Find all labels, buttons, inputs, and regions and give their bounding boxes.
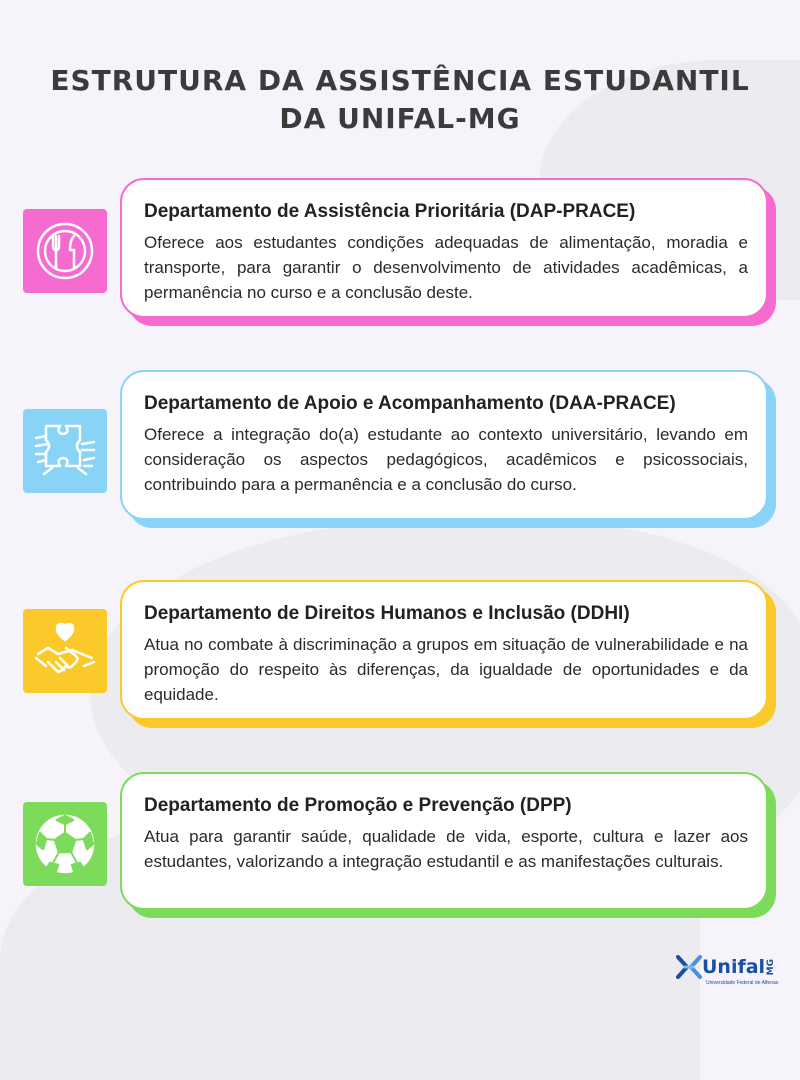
card-dpp	[120, 772, 768, 910]
unifal-logo-mg: MG	[766, 958, 777, 976]
card-dpp-description: Atua para garantir saúde, qualidade de vida, esporte, cultura e lazer aos estudantes, valorizando a integração estudantil e as manifestações culturais.	[144, 827, 748, 871]
card-ddhi	[120, 580, 768, 720]
page-title-line2: DA UNIFAL-MG	[279, 102, 521, 135]
card-ddhi-title: Departamento de Direitos Humanos e Inclusão (DDHI)	[144, 603, 630, 624]
unifal-logo-subtitle: Universidade Federal de Alfenas	[706, 980, 779, 986]
card-dpp-title: Departamento de Promoção e Prevenção (DPP)	[144, 795, 572, 816]
card-daa-title: Departamento de Apoio e Acompanhamento (DAA-PRACE)	[144, 393, 676, 414]
card-daa	[120, 370, 768, 520]
handshake-heart-icon	[30, 616, 100, 686]
plate-fork-knife-icon	[32, 218, 98, 284]
card-dap-description: Oferece aos estudantes condições adequadas de alimentação, moradia e transporte, para garantir o desenvolvimento de atividades acadêmicas, a permanência no curso e a conclusão deste.	[144, 233, 748, 302]
icon-box-dpp	[23, 802, 107, 886]
page-title	[0, 62, 800, 138]
unifal-logo	[676, 955, 779, 986]
card-dap-title: Departamento de Assistência Prioritária (DAP-PRACE)	[144, 201, 636, 222]
card-daa-description: Oferece a integração do(a) estudante ao contexto universitário, levando em consideração os aspectos pedagógicos, acadêmicos e psicossociais, contribuindo para a permanência e a conclusão do curso.	[144, 425, 748, 494]
card-dap	[120, 178, 768, 318]
soccer-ball-icon	[32, 811, 98, 877]
page-title-line1: ESTRUTURA DA ASSISTÊNCIA ESTUDANTIL	[50, 64, 750, 97]
icon-box-ddhi	[23, 609, 107, 693]
unifal-logo-mark-icon	[676, 955, 702, 979]
icon-box-dap	[23, 209, 107, 293]
card-ddhi-description: Atua no combate à discriminação a grupos em situação de vulnerabilidade e na promoção do respeito às diferenças, da igualdade de oportunidades e da equidade.	[144, 635, 748, 704]
puzzle-hands-icon	[30, 416, 100, 486]
icon-box-daa	[23, 409, 107, 493]
unifal-logo-name: Unifal	[702, 956, 766, 978]
